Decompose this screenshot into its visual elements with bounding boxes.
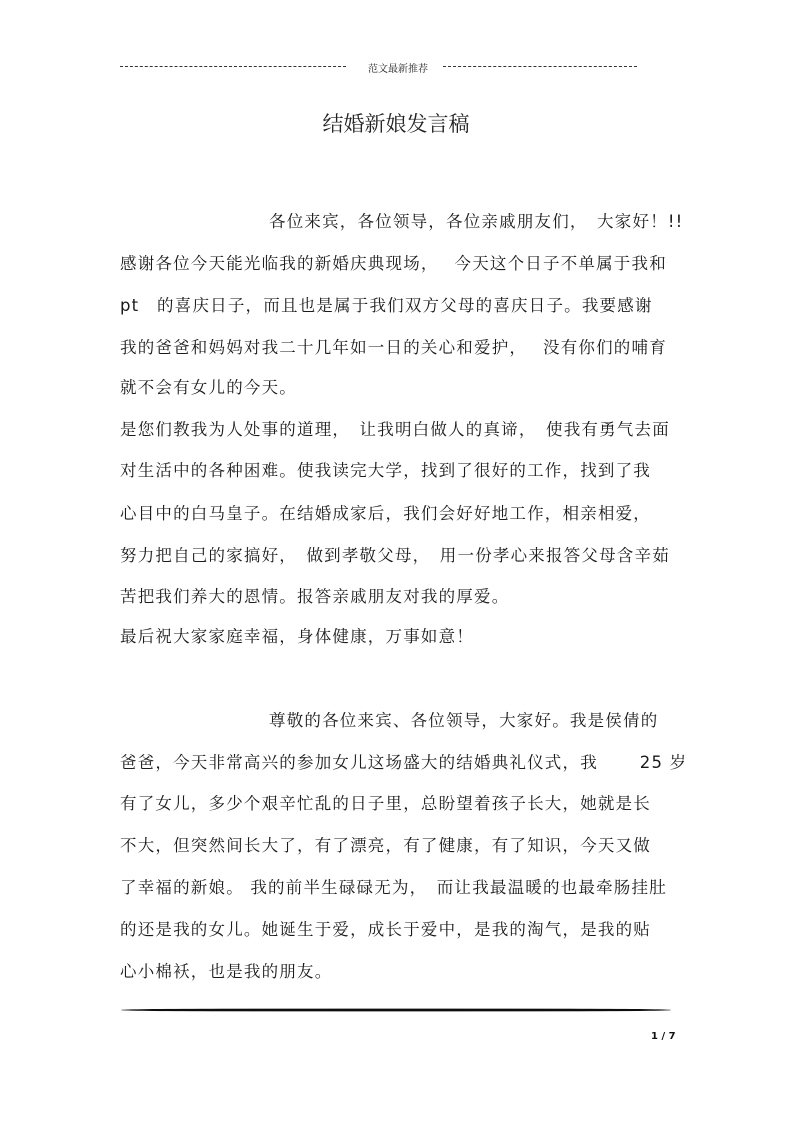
footer-rule [121,1008,671,1012]
paragraph-line: 的还是我的女儿。她诞生于爱，成长于爱中，是我的淘气，是我的贴 [120,920,651,939]
document-title: 结婚新娘发言稿 [322,112,470,136]
paragraph-line: 苦把我们养大的恩情。报答亲戚朋友对我的厚爱。 [120,587,510,606]
paragraph-line: 感谢各位今天能光临我的新婚庆典现场， 今天这个日子不单属于我和 [120,254,667,273]
page-number: 1 / 7 [651,1031,676,1042]
paragraph-line: 最后祝大家家庭幸福，身体健康，万事如意！ [120,627,474,646]
paragraph-line: 我的爸爸和妈妈对我二十几年如一日的关心和爱护， 没有你们的哺育 [120,338,667,357]
paragraph-line: 就不会有女儿的今天。 [120,378,297,397]
paragraph-line: 努力把自己的家搞好， 做到孝敬父母， 用一份孝心来报答父母含辛茹 [120,546,670,565]
paragraph-line: 不大，但突然间长大了，有了漂亮，有了健康，有了知识，今天又做 [120,836,651,855]
paragraph-line: 心目中的白马皇子。在结婚成家后，我们会好好地工作，相亲相爱， [120,504,651,523]
paragraph-line: 对生活中的各种困难。使我读完大学，找到了很好的工作，找到了我 [120,461,651,480]
header-dash-right [443,66,637,67]
paragraph-line: 是您们教我为人处事的道理， 让我明白做人的真谛， 使我有勇气去面 [120,420,670,439]
paragraph-line: 了幸福的新娘。 我的前半生碌碌无为， 而让我最温暖的也最牵肠挂肚 [120,878,667,897]
paragraph-line: 尊敬的各位来宾、各位领导，大家好。我是侯倩的 [269,711,659,730]
header-dash-left [120,66,346,67]
paragraph-line: 心小棉袄，也是我的朋友。 [120,962,333,981]
paragraph-line: pt 的喜庆日子，而且也是属于我们双方父母的喜庆日子。我要感谢 [120,296,653,315]
paragraph-line: 爸爸，今天非常高兴的参加女儿这场盛大的结婚典礼仪式，我 25 岁 [120,753,688,772]
paragraph-line: 有了女儿，多少个艰辛忙乱的日子里，总盼望着孩子长大，她就是长 [120,794,651,813]
header-text: 范文最新推荐 [368,64,428,75]
paragraph-line: 各位来宾，各位领导，各位亲戚朋友们， 大家好！!! [269,212,684,231]
